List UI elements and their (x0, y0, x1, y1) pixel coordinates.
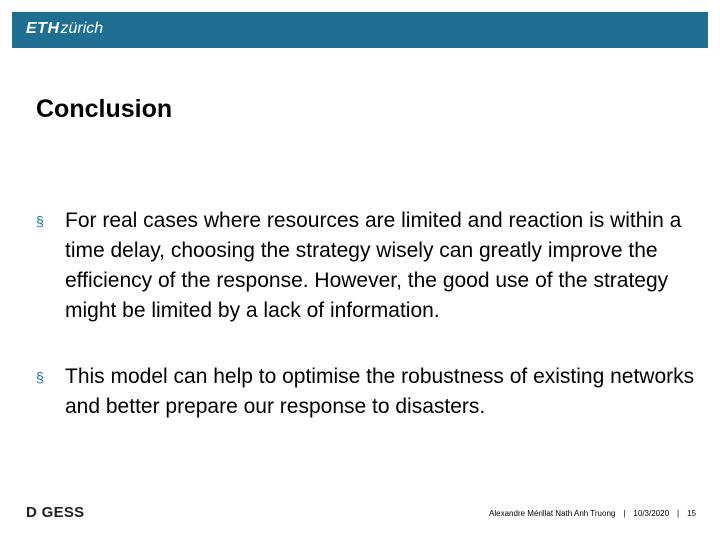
dgess-logo: D GESS (26, 504, 85, 521)
footer-page-number: 15 (687, 509, 696, 518)
bullet-item (36, 362, 712, 422)
footer-authors: Alexandre Mérillat Nath Anh Truong (489, 509, 616, 518)
logo-zurich-text: zürich (60, 20, 104, 37)
bullet-marker-icon: § (36, 369, 44, 385)
header-bar (12, 12, 708, 48)
bullet-text: This model can help to optimise the robustness of existing networks and better prepare our response to disasters. (65, 365, 695, 418)
footer-separator: | (623, 509, 626, 518)
footer-separator: | (677, 509, 680, 518)
slide-title: Conclusion (36, 95, 173, 123)
bullet-text: For real cases where resources are limited and reaction is within a time delay, choosing the strategy wisely can greatly improve the efficiency of the response. However, the good use of the strategy might be limited by a lack of information. (65, 209, 682, 322)
eth-zurich-logo (26, 19, 103, 39)
footer-date: 10/3/2020 (633, 509, 670, 518)
bullet-marker-icon: § (36, 213, 44, 229)
footer-meta (489, 509, 696, 519)
bullet-item (36, 206, 712, 326)
logo-eth-text: ETH (26, 20, 60, 37)
